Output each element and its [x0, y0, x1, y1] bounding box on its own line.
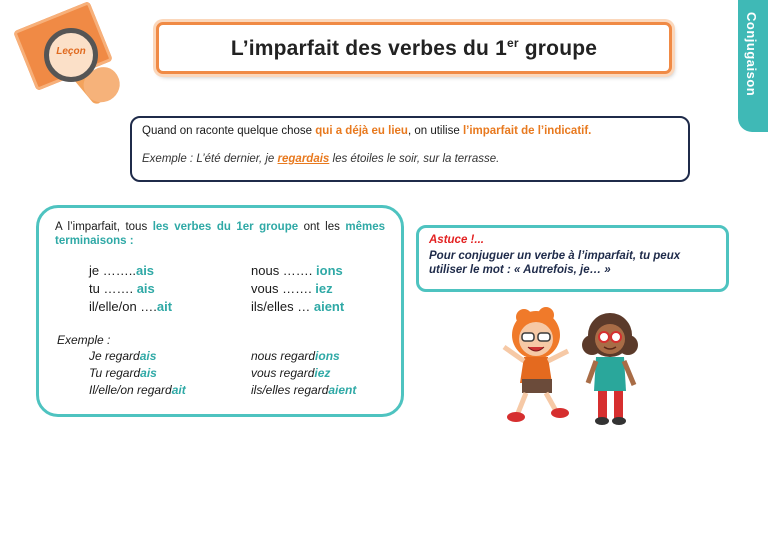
pronoun: je …….. [89, 263, 136, 278]
example-stem: nous regard [251, 349, 316, 363]
intro-example [142, 153, 499, 165]
rule-box [36, 205, 404, 417]
example-label: Exemple : [57, 333, 111, 347]
intro-text-2: , on utilise [407, 125, 463, 137]
example-ending: ait [171, 383, 186, 397]
girl-figure [582, 313, 638, 425]
example-ending: ions [315, 349, 340, 363]
conjugation-vous [251, 281, 333, 296]
ending: iez [315, 281, 333, 296]
conjugation-il [89, 299, 172, 314]
ending: ais [135, 263, 155, 278]
pronoun: nous ……. [251, 263, 317, 278]
rule-highlight-endings: mêmes terminaisons : [55, 221, 385, 247]
example-je [89, 349, 156, 363]
tip-title: Astuce !... [429, 234, 484, 246]
intro-highlight-past: qui a déjà eu lieu [315, 125, 408, 137]
example-ending: ais [139, 349, 157, 363]
example-tu [89, 366, 157, 380]
tip-text: Pour conjuguer un verbe à l’imparfait, tu peux utiliser le mot : « Autrefois, je… » [429, 250, 681, 276]
tip-box [416, 225, 729, 292]
conjugation-ils [251, 299, 344, 314]
example-stem: Tu regard [89, 366, 141, 380]
intro-definition [142, 125, 591, 137]
pronoun: tu ……. [89, 281, 137, 296]
rule-intro [55, 220, 385, 248]
conjugation-je [89, 263, 154, 278]
example-ils [251, 383, 356, 397]
example-ending: ais [140, 366, 157, 380]
example-stem: ils/elles regard [251, 383, 329, 397]
rule-highlight-group: les verbes du 1er groupe [152, 221, 299, 233]
lesson-logo [14, 6, 126, 106]
page-title [231, 36, 597, 61]
pronoun: il/elle/on …. [89, 299, 157, 314]
ending: aient [313, 299, 345, 314]
subject-tab-label: Conjugaison [744, 12, 759, 97]
intro-box [130, 116, 690, 182]
intro-example-text: Exemple : L’été dernier, je [142, 153, 278, 165]
subject-tab [738, 0, 768, 132]
title-text: L’imparfait des verbes du 1 [230, 36, 507, 60]
intro-highlight-tense: l’imparfait de l’indicatif. [462, 125, 592, 137]
pronoun: vous ……. [251, 281, 316, 296]
example-stem: Je regard [89, 349, 140, 363]
conjugation-tu [89, 281, 155, 296]
intro-example-verb: regardais [277, 153, 330, 165]
children-illustration [488, 305, 658, 430]
example-il [89, 383, 186, 397]
title-banner [156, 22, 672, 74]
rule-text-2: ont les [298, 221, 346, 233]
ending: ais [136, 281, 155, 296]
ending: ait [156, 299, 173, 314]
example-vous [251, 366, 330, 380]
title-text-end: groupe [518, 36, 598, 60]
example-nous [251, 349, 340, 363]
ending: ions [316, 263, 343, 278]
rule-text: A l’imparfait, tous [55, 221, 153, 233]
boy-figure [504, 307, 569, 422]
example-stem: vous regard [251, 366, 315, 380]
title-superscript: er [507, 35, 519, 50]
example-ending: aient [328, 383, 357, 397]
logo-label: Leçon [56, 46, 86, 57]
intro-example-end: les étoiles le soir, sur la terrasse. [329, 153, 500, 165]
pronoun: ils/elles … [251, 299, 314, 314]
example-stem: Il/elle/on regard [89, 383, 172, 397]
conjugation-nous [251, 263, 343, 278]
magnifying-glass-icon [44, 28, 98, 82]
intro-text: Quand on raconte quelque chose [142, 125, 316, 137]
example-ending: iez [314, 366, 331, 380]
